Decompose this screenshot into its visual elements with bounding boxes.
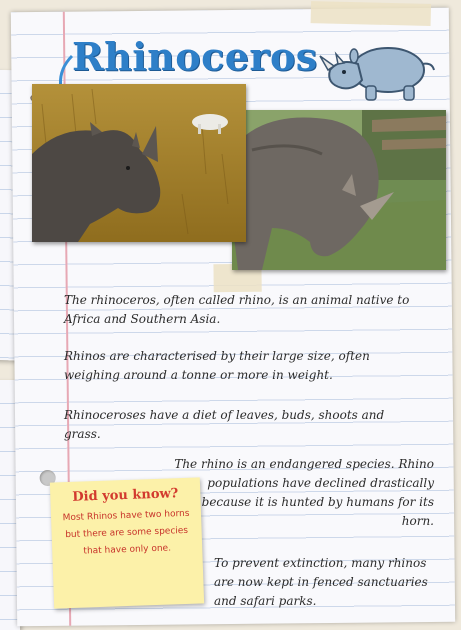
paragraph-protection: To prevent extinction, many rhinos are now kept in fenced sanctuaries and safari parks.: [214, 556, 428, 608]
paragraph-endangered: The rhino is an endangered species. Rhino populations have declined drastically because it is hunted by humans for its horn.: [174, 457, 434, 528]
page-title: Rhinoceros: [72, 34, 318, 79]
rhino-grassland-photo: [32, 84, 246, 242]
cartoon-rhino-icon: [318, 34, 438, 106]
paragraph-diet: Rhinoceroses have a diet of leaves, buds, shoots and grass.: [64, 408, 385, 441]
did-you-know-note: [50, 477, 204, 608]
paragraph-size: Rhinos are characterised by their large size, often weighing around a tonne or more in weight.: [64, 349, 370, 382]
note-title: Did you know?: [72, 486, 179, 505]
note-text: Most Rhinos have two horns but there are some species that have only one.: [62, 508, 190, 557]
grazing-rhino-photo: [232, 110, 446, 270]
tape-top: [311, 1, 432, 26]
paragraph-intro: The rhinoceros, often called rhino, is an animal native to Africa and Southern Asia.: [64, 293, 410, 326]
